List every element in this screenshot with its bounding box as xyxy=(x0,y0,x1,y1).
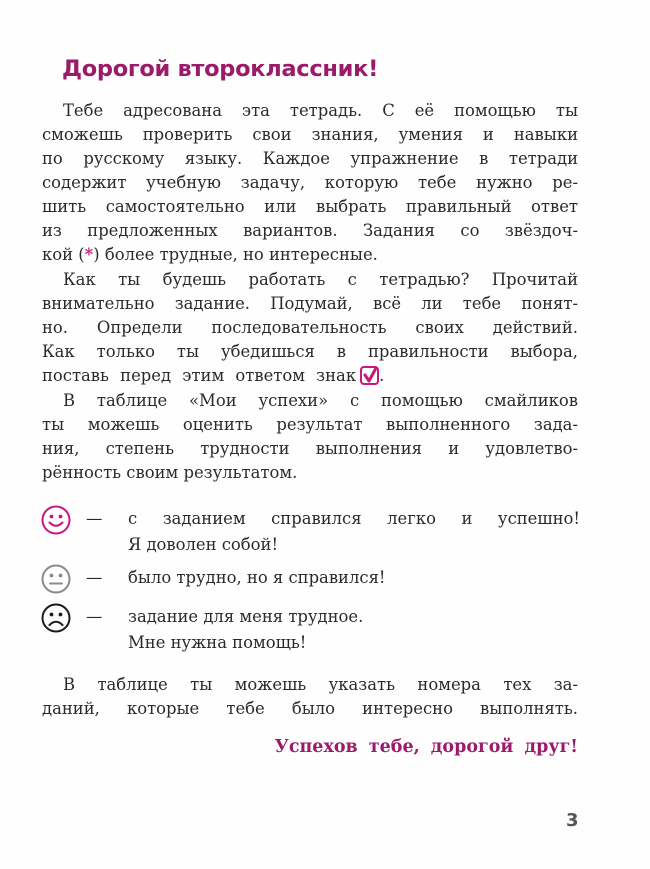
legend-text-line: Я доволен собой! xyxy=(128,535,279,554)
legend-text-line: с заданием справился легко и успешно! xyxy=(128,509,580,528)
text-line: ния, степень трудности выполнения и удовлетво- xyxy=(42,439,578,458)
text-fragment: ) более трудные, но интересные. xyxy=(93,245,378,264)
text-line: сможешь проверить свои знания, умения и навыки xyxy=(42,125,578,144)
legend-dash: — xyxy=(86,568,103,587)
text-line: но. Определи последовательность своих действий. xyxy=(42,318,578,337)
text-line: даний, которые тебе было интересно выполнять. xyxy=(42,699,578,718)
text-line: из предложенных вариантов. Задания со звёздоч- xyxy=(42,221,578,240)
text-line: внимательно задание. Подумай, всё ли тебе понят- xyxy=(42,294,578,313)
page-number: 3 xyxy=(566,810,579,831)
text-line: рённость своим результатом. xyxy=(42,463,298,482)
text-fragment: кой ( xyxy=(42,245,85,264)
legend-dash: — xyxy=(86,607,103,626)
checkbox-check-icon xyxy=(360,366,379,385)
legend-dash: — xyxy=(86,509,103,528)
text-line xyxy=(42,243,578,267)
text-fragment: поставь перед этим ответом знак xyxy=(42,366,357,385)
my-success-paragraph xyxy=(42,389,578,485)
sad-smiley-icon xyxy=(40,602,72,634)
happy-smiley-icon xyxy=(40,504,72,536)
legend-item-neutral xyxy=(40,561,580,595)
text-line: Тебе адресована эта тетрадь. С её помощью ты xyxy=(63,101,578,120)
text-line: Как только ты убедишься в правильности выбора, xyxy=(42,342,578,361)
legend-text-line: было трудно, но я справился! xyxy=(128,568,386,587)
star-icon: * xyxy=(84,245,94,264)
text-fragment: . xyxy=(379,366,385,385)
table-paragraph xyxy=(42,673,578,721)
legend-text-line: задание для меня трудное. xyxy=(128,607,364,626)
neutral-smiley-icon xyxy=(40,563,72,595)
text-line: Как ты будешь работать с тетрадью? Прочитай xyxy=(63,270,578,289)
text-line xyxy=(42,364,578,388)
intro-paragraph xyxy=(42,99,578,267)
how-to-work-paragraph xyxy=(42,268,578,388)
closing-wish: Успехов тебе, дорогой друг! xyxy=(274,737,578,757)
text-line: ты можешь оценить результат выполненного зада- xyxy=(42,415,578,434)
text-line: по русскому языку. Каждое упражнение в тетради xyxy=(42,149,578,168)
legend-item-happy xyxy=(40,502,580,558)
legend-item-sad xyxy=(40,600,580,656)
text-line: В таблице ты можешь указать номера тех за- xyxy=(63,675,578,694)
text-line: В таблице «Мои успехи» с помощью смайликов xyxy=(63,391,578,410)
legend-text-line: Мне нужна помощь! xyxy=(128,633,307,652)
text-line: шить самостоятельно или выбрать правильный ответ xyxy=(42,197,578,216)
text-line: содержит учебную задачу, которую тебе нужно ре- xyxy=(42,173,578,192)
page-title: Дорогой второклассник! xyxy=(62,56,379,82)
